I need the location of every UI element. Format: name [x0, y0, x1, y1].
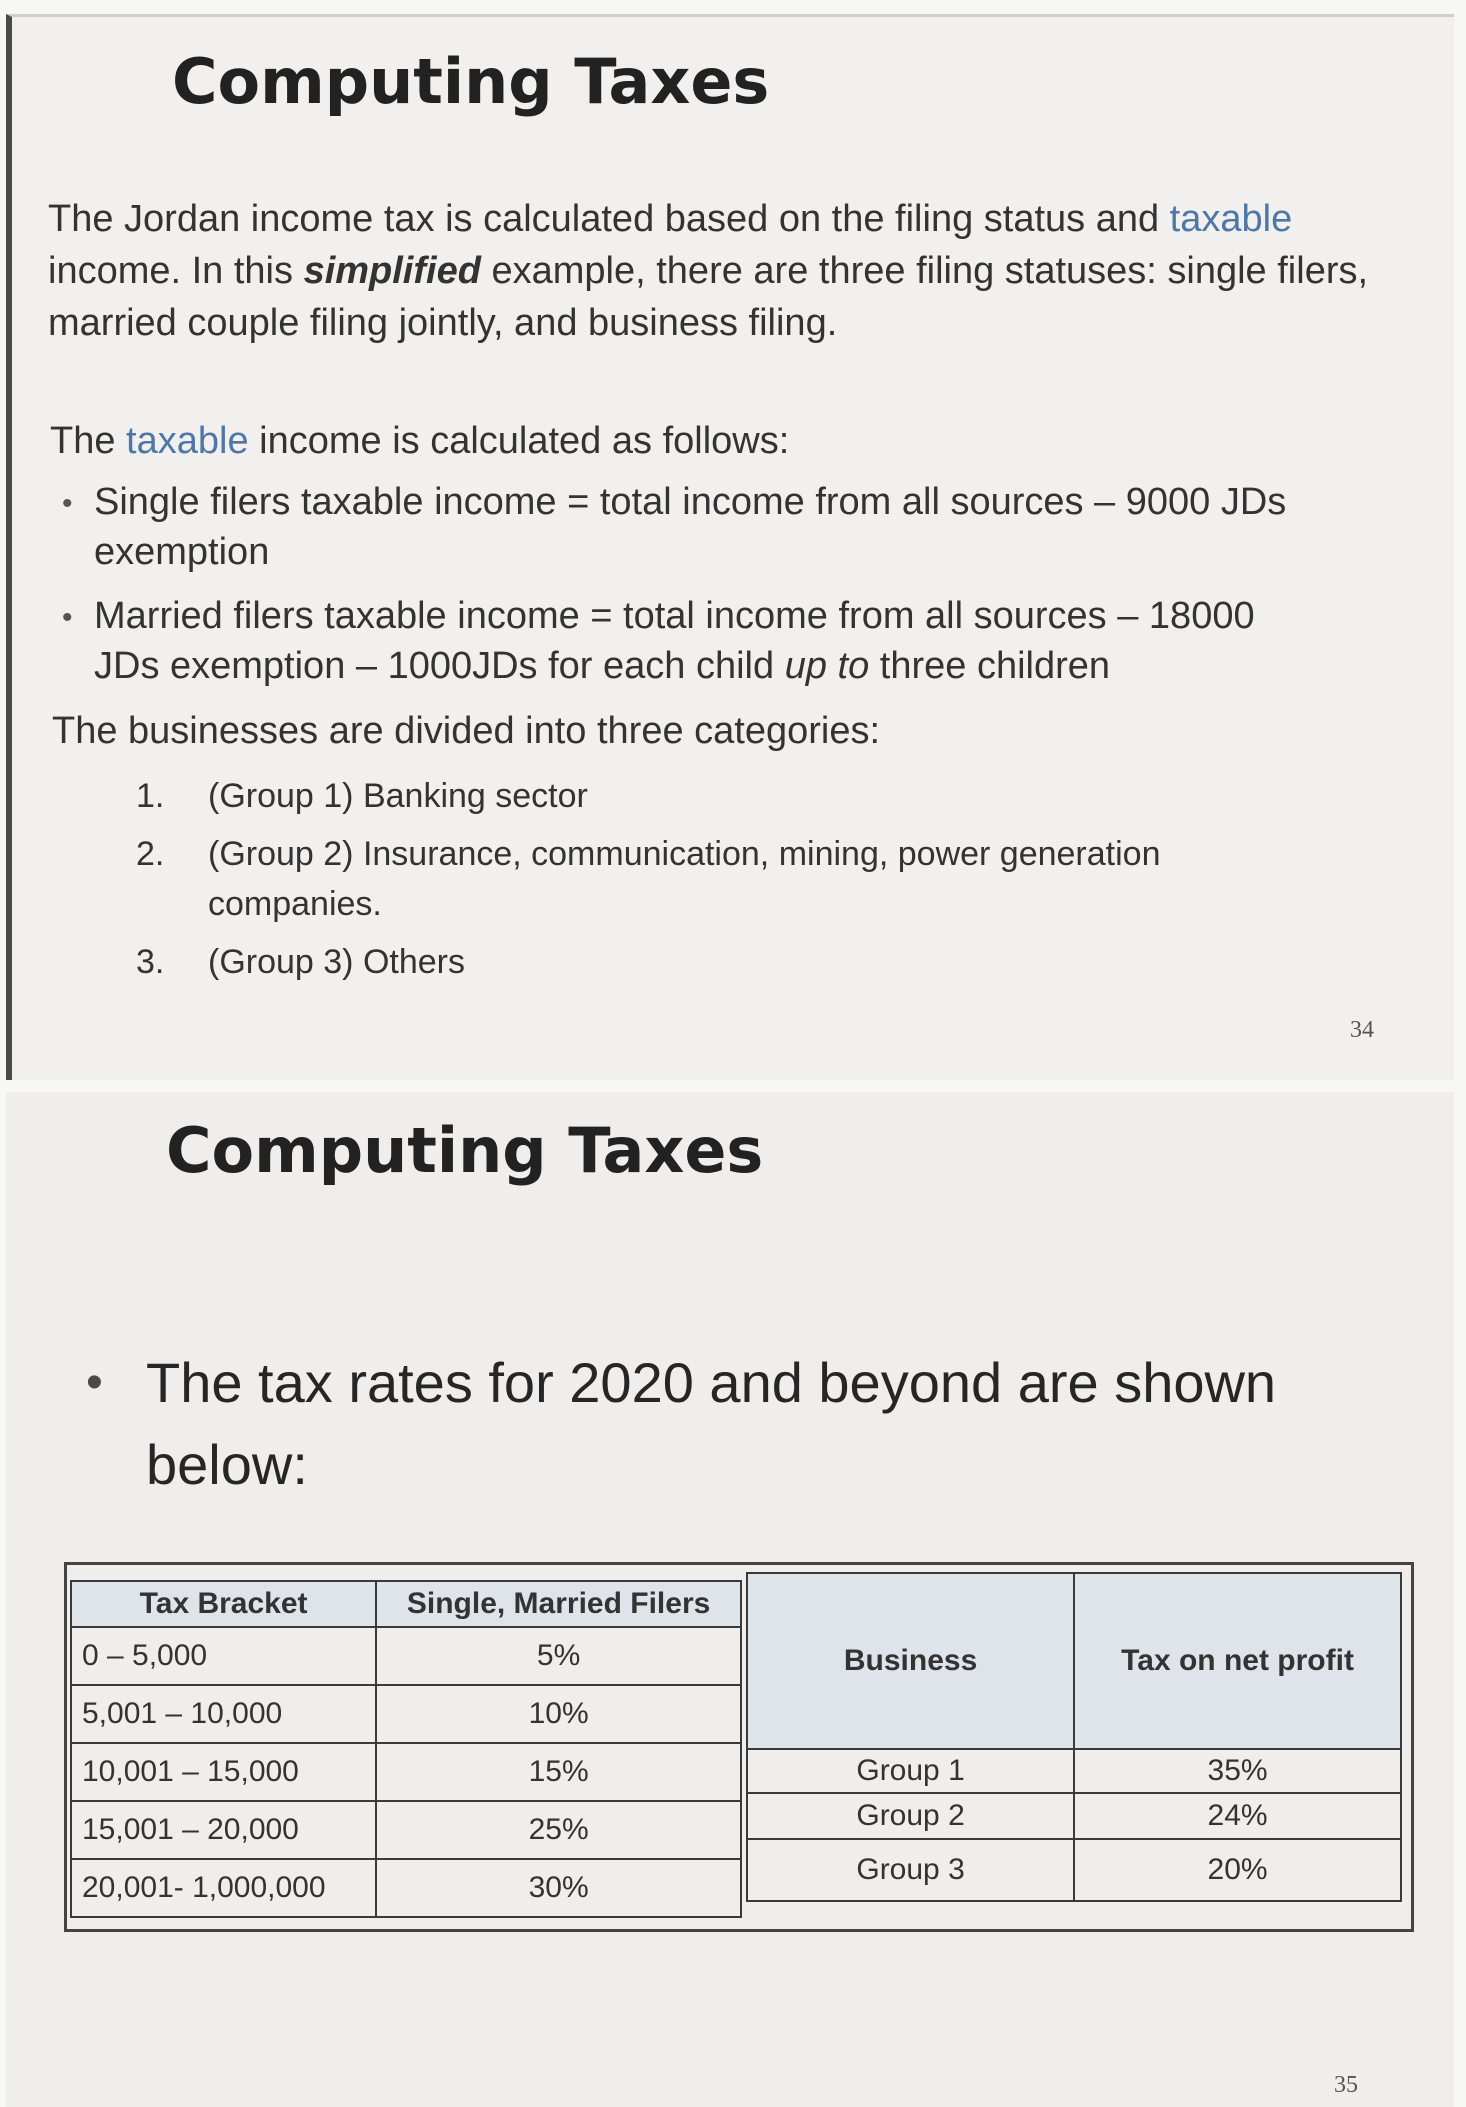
- rate-cell: 30%: [376, 1859, 741, 1917]
- intro-text-3: example, there are three filing statuses: single filers, married couple filing jointly, and business filing.: [48, 250, 1369, 344]
- category-item-1: [136, 771, 1336, 821]
- bullet-single-line1: Single filers taxable income = total income from all sources – 9000 JDs: [94, 481, 1287, 523]
- bullet-single-filers: [94, 477, 1394, 577]
- bracket-cell: 0 – 5,000: [71, 1627, 376, 1685]
- profit-rate-cell: 35%: [1074, 1749, 1401, 1793]
- profit-rate-cell: 20%: [1074, 1839, 1401, 1901]
- table-row: [71, 1801, 741, 1859]
- bullet-dot-icon: •: [86, 1356, 103, 1409]
- slide2-title: Computing Taxes: [166, 1114, 764, 1187]
- page-number: 34: [1350, 1017, 1374, 1043]
- married-line2-text-2: three children: [869, 645, 1111, 687]
- intro-text-2: income. In this: [48, 250, 304, 292]
- table-row: [71, 1627, 741, 1685]
- intro-accent: taxable: [1169, 198, 1293, 240]
- category-number: 3.: [136, 943, 165, 981]
- bracket-cell: 5,001 – 10,000: [71, 1685, 376, 1743]
- intro-paragraph: [48, 193, 1378, 349]
- table-header-row: [747, 1573, 1401, 1749]
- tax-rates-text: The tax rates for 2020 and beyond are shown below:: [146, 1351, 1277, 1496]
- business-tax-table: [746, 1572, 1402, 1902]
- table-row: [747, 1839, 1401, 1901]
- page-number: 35: [1334, 2072, 1358, 2098]
- married-line2-text-1: JDs exemption – 1000JDs for each child: [94, 645, 785, 687]
- slide1-title: Computing Taxes: [172, 45, 770, 118]
- taxable-text-1: The: [50, 420, 127, 462]
- rate-cell: 5%: [376, 1627, 741, 1685]
- category-item-3: [136, 937, 1336, 987]
- profit-rate-cell: 24%: [1074, 1793, 1401, 1839]
- table-row: [71, 1859, 741, 1917]
- category-text: (Group 1) Banking sector: [208, 777, 588, 815]
- group-cell: Group 3: [747, 1839, 1074, 1901]
- bullet-married-filers: [94, 591, 1394, 691]
- table-row: [71, 1743, 741, 1801]
- rate-cell: 15%: [376, 1743, 741, 1801]
- group-cell: Group 1: [747, 1749, 1074, 1793]
- category-item-2: [136, 829, 1336, 929]
- business-intro: The businesses are divided into three categories:: [52, 710, 881, 752]
- slide-35: [6, 1092, 1454, 2107]
- header-single-married: Single, Married Filers: [376, 1581, 741, 1627]
- tax-rates-bullet: [86, 1342, 1346, 1506]
- bullet-married-line2: [94, 641, 1394, 691]
- table-row: [71, 1685, 741, 1743]
- rate-cell: 25%: [376, 1801, 741, 1859]
- category-number: 1.: [136, 777, 165, 815]
- table-header-row: [71, 1581, 741, 1627]
- married-line2-italic: up to: [784, 645, 870, 687]
- bracket-cell: 20,001- 1,000,000: [71, 1859, 376, 1917]
- header-business: Business: [747, 1573, 1074, 1749]
- group-cell: Group 2: [747, 1793, 1074, 1839]
- category-text: (Group 2) Insurance, communication, mining, power generation: [208, 835, 1161, 873]
- slide-34: [6, 14, 1454, 1080]
- taxable-text-2: income is calculated as follows:: [248, 420, 790, 462]
- taxable-income-line: [50, 415, 1350, 467]
- category-number: 2.: [136, 835, 165, 873]
- header-tax-bracket: Tax Bracket: [71, 1581, 376, 1627]
- bracket-cell: 15,001 – 20,000: [71, 1801, 376, 1859]
- intro-text-1: The Jordan income tax is calculated based on the filing status and: [48, 198, 1170, 240]
- individual-tax-table: [70, 1580, 742, 1918]
- bracket-cell: 10,001 – 15,000: [71, 1743, 376, 1801]
- category-text: (Group 3) Others: [208, 943, 465, 981]
- intro-emphasis: simplified: [303, 250, 481, 292]
- taxable-accent: taxable: [126, 420, 249, 462]
- table-row: [747, 1749, 1401, 1793]
- bullet-married-line1: Married filers taxable income = total income from all sources – 18000: [94, 595, 1255, 637]
- rate-cell: 10%: [376, 1685, 741, 1743]
- bullet-dot-icon: •: [62, 487, 73, 520]
- category-text-continued: companies.: [208, 885, 382, 923]
- table-row: [747, 1793, 1401, 1839]
- header-tax-on-net-profit: Tax on net profit: [1074, 1573, 1401, 1749]
- bullet-single-line2: exemption: [94, 531, 270, 573]
- bullet-dot-icon: •: [62, 601, 73, 634]
